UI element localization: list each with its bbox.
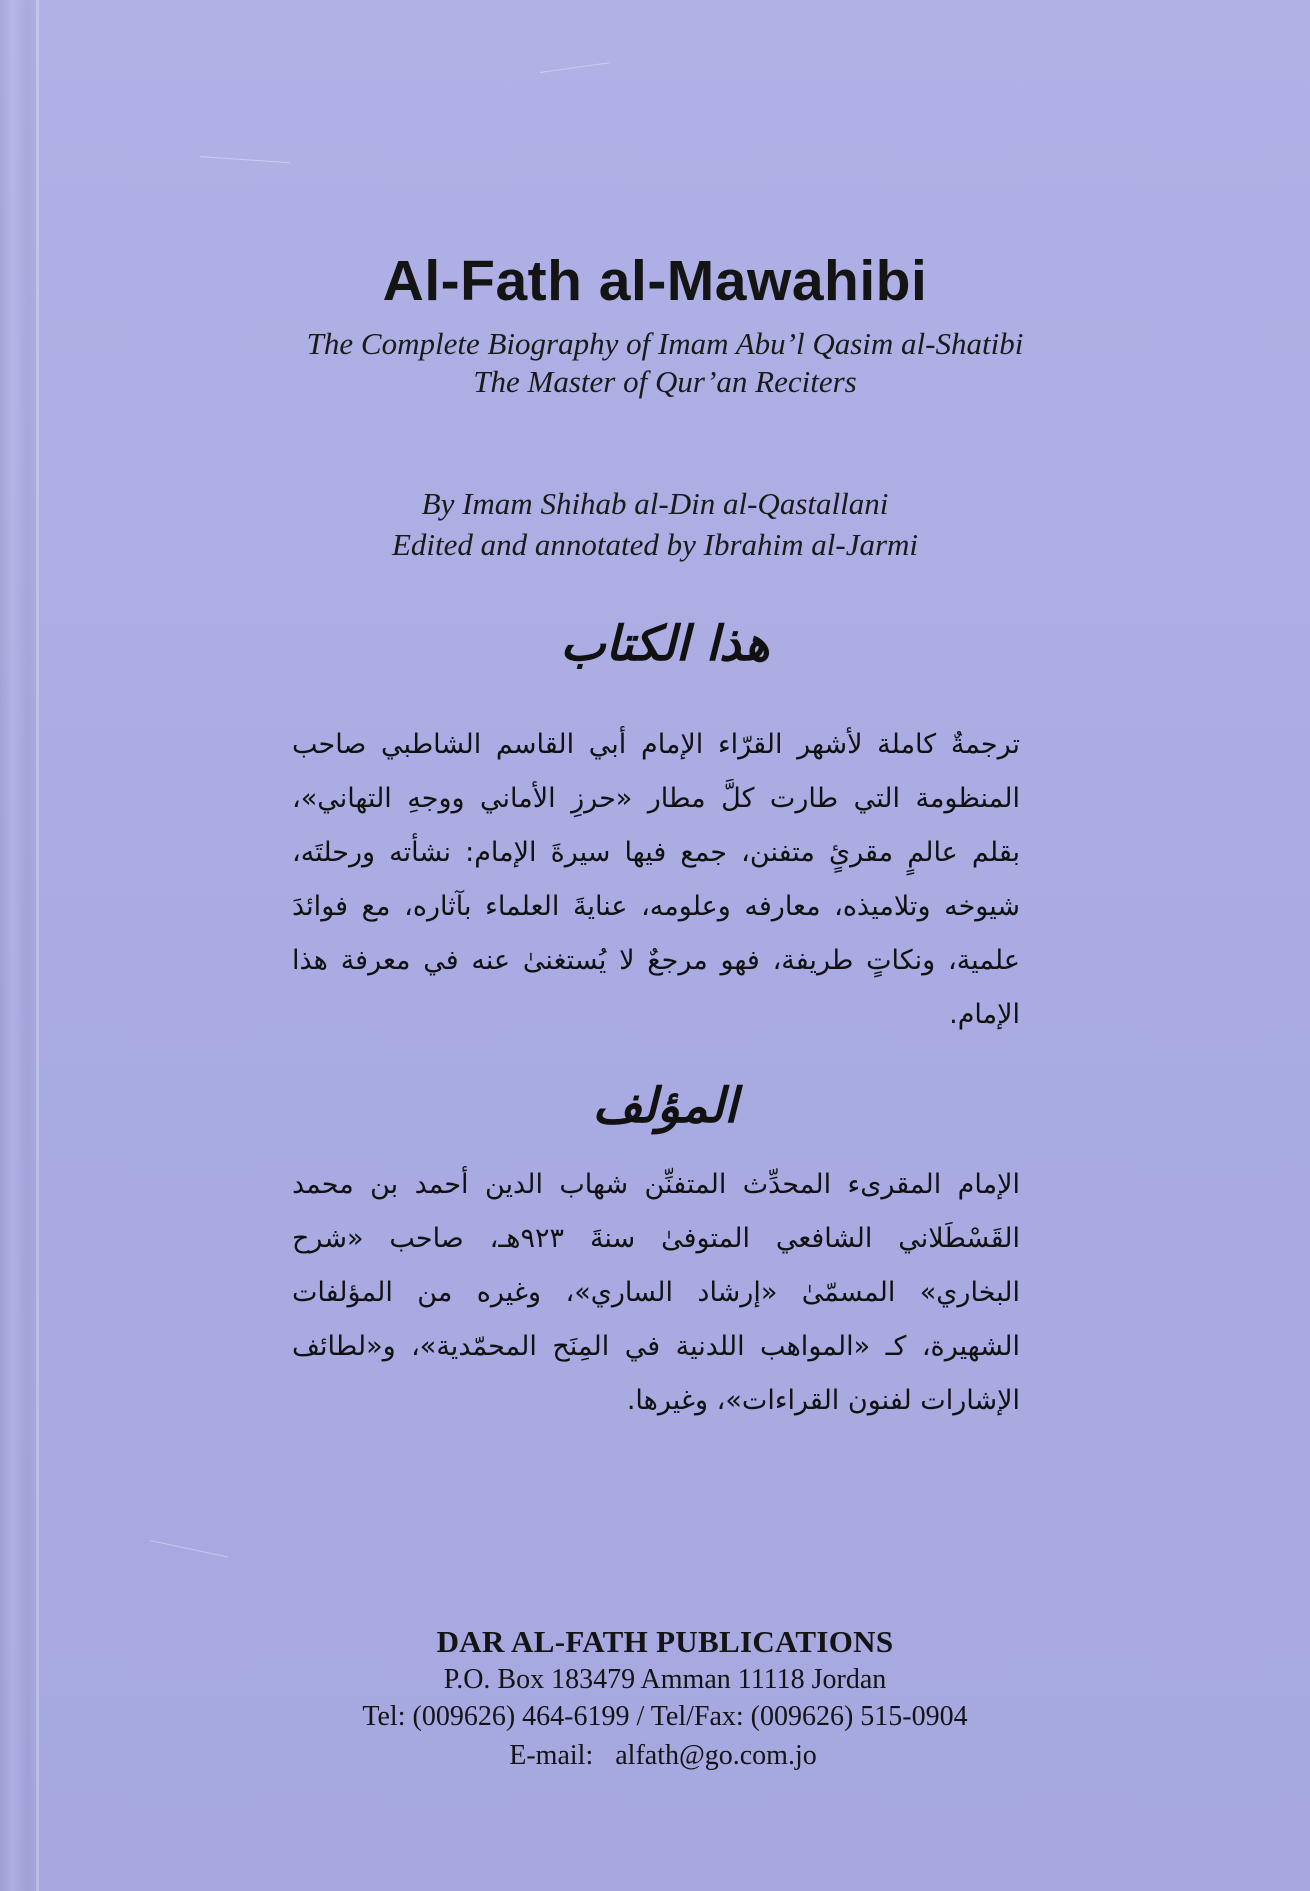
book-title: Al-Fath al-Mawahibi: [382, 249, 928, 313]
about-book-heading: هذا الكتاب: [560, 616, 770, 672]
book-subtitle-line1: The Complete Biography of Imam Abu’l Qasim al-Shatibi: [306, 326, 1024, 361]
scuff-mark: [200, 156, 290, 163]
email-address: alfath@go.com.jo: [615, 1740, 817, 1771]
author-line: By Imam Shihab al-Din al-Qastallani: [421, 486, 889, 521]
publisher-phones: Tel: (009626) 464-6199 / Tel/Fax: (009626) 515-0904: [362, 1701, 968, 1732]
about-book-text: ترجمةٌ كاملة لأشهر القرّاء الإمام أبي القاسم الشاطبي صاحب المنظومة التي طارت كلَّ مطار «حرزِ الأماني ووجهِ التهاني»، بقلم عالمٍ مقرئٍ متفنن، جمع فيها سيرةَ الإمام: نشأته ورحلتَه، شيوخه وتلاميذه، معارفه وعلومه، عنايةَ العلماء بآثاره، مع فوائدَ علمية، ونكاتٍ طريفة، فهو مرجعٌ لا يُستغنىٰ عنه في معرفة هذا الإمام.: [292, 729, 1020, 1030]
scuff-mark: [540, 62, 609, 73]
publisher-email-line: [8, 1740, 1310, 1772]
publisher-name: DAR AL-FATH PUBLICATIONS: [436, 1624, 894, 1659]
editor-line: Edited and annotated by Ibrahim al-Jarmi: [391, 527, 919, 562]
about-author-heading: المؤلف: [592, 1078, 738, 1134]
publisher-address: P.O. Box 183479 Amman 11118 Jordan: [443, 1664, 887, 1695]
about-author-text: الإمام المقرىء المحدِّث المتفنِّن شهاب الدين أحمد بن محمد القَسْطَلاني الشافعي المتوفىٰ سنةَ ٩٢٣هـ، صاحب «شرح البخاري» المسمّىٰ «إرشاد الساري»، وغيره من المؤلفات الشهيرة، كـ «المواهب اللدنية في المِنَح المحمّدية»، و«لطائف الإشارات لفنون القراءات»، وغيرها.: [292, 1169, 1020, 1416]
scuff-mark: [150, 1540, 228, 1558]
email-label: E-mail:: [509, 1740, 594, 1771]
book-subtitle-line2: The Master of Qur’an Reciters: [473, 364, 857, 399]
